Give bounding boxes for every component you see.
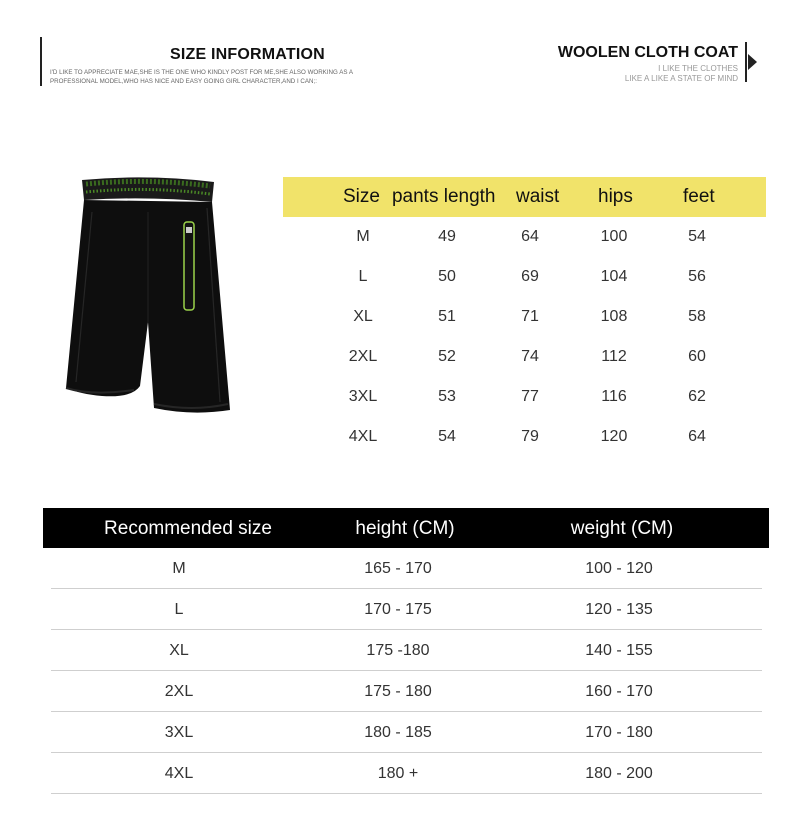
recommended-row-xl (51, 630, 762, 671)
cell-pants-length: 49 (438, 228, 456, 245)
cell-hips: 112 (601, 348, 627, 365)
header-right-subtitle (625, 64, 738, 84)
header-feet: feet (683, 186, 715, 207)
cell-pants-length: 50 (438, 268, 456, 285)
cell-height: 180 + (377, 765, 419, 782)
cell-height: 175 - 180 (364, 683, 432, 700)
cell-size: M (356, 228, 370, 245)
recommended-row-2xl (51, 671, 762, 712)
cell-size: 4XL (164, 765, 194, 782)
recommended-row-3xl (51, 712, 762, 753)
header-size: Size (343, 186, 380, 207)
cell-height: 180 - 185 (364, 724, 432, 741)
cell-pants-length: 53 (438, 388, 456, 405)
header-right-divider (745, 42, 747, 82)
cell-size: 2XL (348, 348, 378, 365)
recommended-row-l (51, 589, 762, 630)
cell-hips: 120 (600, 428, 628, 445)
cell-size: L (174, 601, 184, 618)
cell-weight: 100 - 120 (585, 560, 653, 577)
size-row-xl (283, 297, 766, 337)
cell-height: 175 -180 (366, 642, 430, 659)
cell-height: 170 - 175 (364, 601, 432, 618)
size-row-3xl (283, 377, 766, 417)
header-right-subtitle-line2: LIKE A LIKE A STATE OF MIND (624, 74, 738, 83)
cell-size: XL (169, 642, 189, 659)
cell-weight: 170 - 180 (585, 724, 653, 741)
cell-weight: 160 - 170 (585, 683, 653, 700)
cell-waist: 79 (521, 428, 539, 445)
cell-hips: 100 (600, 228, 628, 245)
header-description: I'D LIKE TO APPRECIATE MAE,SHE IS THE ONE WHO KINDLY POST FOR ME,SHE ALSO WORKING AS A PROFESSIONAL MODEL,WHO HAS NICE AND EASY GOING GIRL CHARACTER,AND I CAN;: (50, 69, 353, 85)
cell-pants-length: 51 (438, 308, 456, 325)
cell-feet: 56 (688, 268, 706, 285)
recommended-row-4xl (51, 753, 762, 794)
header-hips: hips (598, 186, 633, 207)
cell-feet: 60 (688, 348, 706, 365)
cell-hips: 108 (600, 308, 628, 325)
cell-weight: 140 - 155 (585, 642, 653, 659)
cell-size: M (172, 560, 186, 577)
woolen-cloth-coat-title: WOOLEN CLOTH COAT (557, 44, 738, 61)
header-height: height (CM) (355, 518, 455, 539)
cell-feet: 64 (688, 428, 706, 445)
cell-waist: 77 (521, 388, 539, 405)
cell-height: 165 - 170 (364, 560, 432, 577)
header-right-subtitle-line1: I LIKE THE CLOTHES (658, 64, 738, 73)
arrow-right-icon (748, 54, 757, 70)
cell-size: 3XL (164, 724, 194, 741)
cell-size: 3XL (348, 388, 378, 405)
cell-hips: 116 (601, 388, 627, 405)
size-chart-header (283, 177, 766, 217)
cell-waist: 74 (521, 348, 539, 365)
header-weight: weight (CM) (570, 518, 674, 539)
cell-size: 4XL (348, 428, 378, 445)
cell-feet: 58 (688, 308, 706, 325)
size-row-m (283, 217, 766, 257)
header-recommended-size: Recommended size (104, 518, 272, 539)
cell-size: XL (353, 308, 373, 325)
cell-size: 2XL (164, 683, 194, 700)
header-left-divider (40, 37, 42, 86)
header-waist: waist (516, 186, 560, 207)
cell-waist: 71 (521, 308, 539, 325)
size-chart-table (283, 177, 766, 457)
cell-pants-length: 52 (438, 348, 456, 365)
cell-size: L (358, 268, 368, 285)
black-shorts-icon (62, 172, 234, 420)
cell-weight: 180 - 200 (585, 765, 653, 782)
size-row-l (283, 257, 766, 297)
cell-weight: 120 - 135 (585, 601, 653, 618)
header-pants-length: pants length (391, 186, 496, 207)
cell-feet: 54 (688, 228, 706, 245)
cell-waist: 64 (521, 228, 539, 245)
size-row-4xl (283, 417, 766, 457)
cell-waist: 69 (521, 268, 539, 285)
cell-hips: 104 (600, 268, 628, 285)
recommended-size-table (43, 508, 769, 794)
size-information-title: SIZE INFORMATION (170, 46, 325, 63)
cell-feet: 62 (688, 388, 706, 405)
cell-pants-length: 54 (438, 428, 456, 445)
recommended-row-m (51, 548, 762, 589)
size-row-2xl (283, 337, 766, 377)
recommended-size-header (43, 508, 769, 548)
